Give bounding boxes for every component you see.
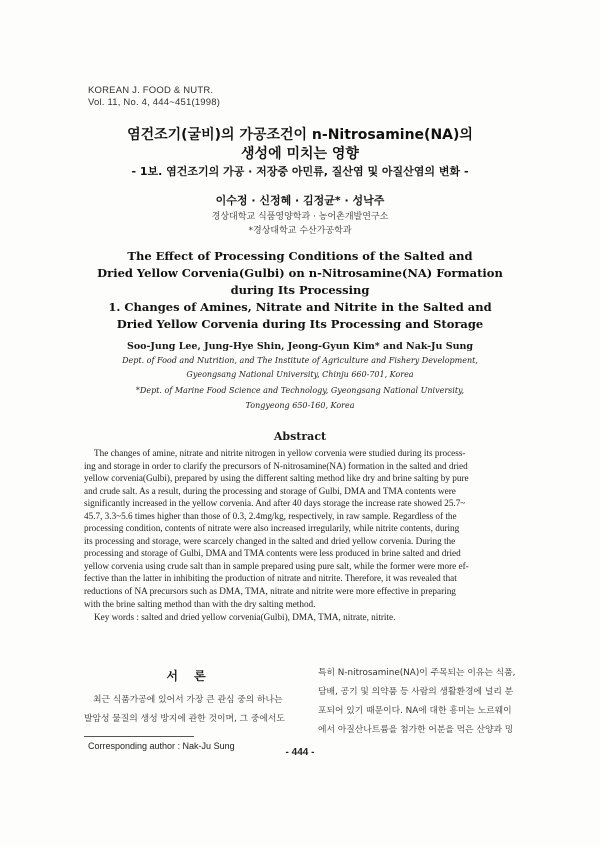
footnote-divider xyxy=(84,736,194,737)
abstract-line: yellow corvenia using crude salt than in sample prepared using pure salt, while the former were more ef- xyxy=(84,560,469,571)
abstract-line: ing and storage in order to clarify the precursors of N-nitrosamine(NA) formation in the salted and dried xyxy=(84,460,468,471)
abstract-line: The changes of amine, nitrate and nitrite nitrogen in yellow corvenia were studied during its process- xyxy=(94,448,466,458)
abstract-line: fective than the latter in inhibiting the production of nitrate and nitrite. Therefore, it was revealed that xyxy=(84,573,457,584)
english-authors: Soo-Jung Lee, Jung-Hye Shin, Jeong-Gyun Kim* and Nak-Ju Sung xyxy=(126,341,474,352)
body-line: 특히 N-nitrosamine(NA)이 주목되는 이유는 식품, xyxy=(318,668,516,678)
korean-affiliation-1: 경상대학교 식품영양학과 · 농어촌개발연구소 xyxy=(211,212,389,222)
english-title-line3: during Its Processing xyxy=(230,283,370,297)
abstract-line: 45.7, 3.3~5.6 times higher than those of 0.3, 2.4mg/kg, respectively, in raw sample. Regardless of the xyxy=(84,510,457,521)
right-column-text xyxy=(318,664,534,740)
page-number: - 444 - xyxy=(285,747,315,758)
corresponding-author: Corresponding author : Nak-Ju Sung xyxy=(88,741,235,751)
body-line: 포되어 있기 때문이다. NA에 대한 흥미는 노르웨이 xyxy=(318,706,512,716)
abstract-line: processing condition, contents of nitrate were also increased irregularily, while nitrite contents, during xyxy=(84,523,460,534)
abstract-line: yellow corvenia(Gulbi), prepared by using the different salting method like dry and brine salting by pure xyxy=(84,473,469,484)
english-affiliation-3: *Dept. of Marine Food Science and Technology, Gyeongsang National University, xyxy=(135,386,465,395)
english-affiliation-2: Gyeongsang National University, Chinju 660-701, Korea xyxy=(186,370,414,379)
body-line: 최근 식품가공에 있어서 가장 큰 관심 중의 하나는 xyxy=(93,695,283,705)
section-heading-introduction: 서 론 xyxy=(166,669,212,683)
english-affiliation-1: Dept. of Food and Nutrition, and The Institute of Agriculture and Fishery Development, xyxy=(122,356,478,365)
abstract-body xyxy=(84,447,524,610)
korean-authors: 이수정 · 신정혜 · 김정균* · 성낙주 xyxy=(215,194,385,207)
abstract-line: significantly increased in the yellow corvenia. And after 40 days storage the increase rate showed 25.7~ xyxy=(84,498,466,509)
english-affiliation-4: Tongyeong 650-160, Korea xyxy=(245,401,355,410)
abstract-line: processing and storage of Gulbi, DMA and TMA contents were less produced in brine salted and dried xyxy=(84,548,461,559)
abstract-line: and crude salt. As a result, during the processing and storage of Gulbi, DMA and TMA contents were xyxy=(84,485,456,496)
body-line: 발암성 물질의 생성 방지에 관한 것이며, 그 중에서도 xyxy=(84,714,285,724)
english-title-line5: Dried Yellow Corvenia during Its Processing and Storage xyxy=(116,317,484,331)
abstract-line: reductions of NA precursors such as DMA, TMA, nitrate and nitrite were more effective in preparing xyxy=(84,586,456,597)
korean-title-line1: 염건조기(굴비)의 가공조건이 n-Nitrosamine(NA)의 xyxy=(127,127,473,143)
body-line: 에서 아질산나트륨을 첨가한 어분을 먹은 산양과 밍 xyxy=(318,725,514,735)
english-title-line1: The Effect of Processing Conditions of the Salted and xyxy=(127,249,473,263)
english-title-line2: Dried Yellow Corvenia(Gulbi) on n-Nitrosamine(NA) Formation xyxy=(97,266,503,280)
keywords: Key words : salted and dried yellow corvenia(Gulbi), DMA, TMA, nitrate, nitrite. xyxy=(94,612,396,622)
journal-name: KOREAN J. FOOD & NUTR. xyxy=(88,85,214,96)
korean-subtitle: - 1보. 염건조기의 가공 · 저장중 아민류, 질산염 및 아질산염의 변화 - xyxy=(131,165,469,178)
left-column-text xyxy=(84,691,294,729)
journal-volume: Vol. 11, No. 4, 444~451(1998) xyxy=(88,97,221,108)
korean-title-line2: 생성에 미치는 영향 xyxy=(241,146,359,162)
abstract-heading: Abstract xyxy=(273,430,327,443)
abstract-line: its processing and storage, were scarcely changed in the salted and dried yellow corvenia. During the xyxy=(84,535,456,546)
journal-header xyxy=(88,85,220,109)
english-title-line4: 1. Changes of Amines, Nitrate and Nitrite in the Salted and xyxy=(108,300,492,314)
body-line: 담배, 공기 및 의약품 등 사람의 생활환경에 널리 분 xyxy=(318,687,514,697)
korean-affiliation-2: *경상대학교 수산가공학과 xyxy=(248,226,352,236)
abstract-line: with the brine salting method than with the dry salting method. xyxy=(84,598,316,609)
